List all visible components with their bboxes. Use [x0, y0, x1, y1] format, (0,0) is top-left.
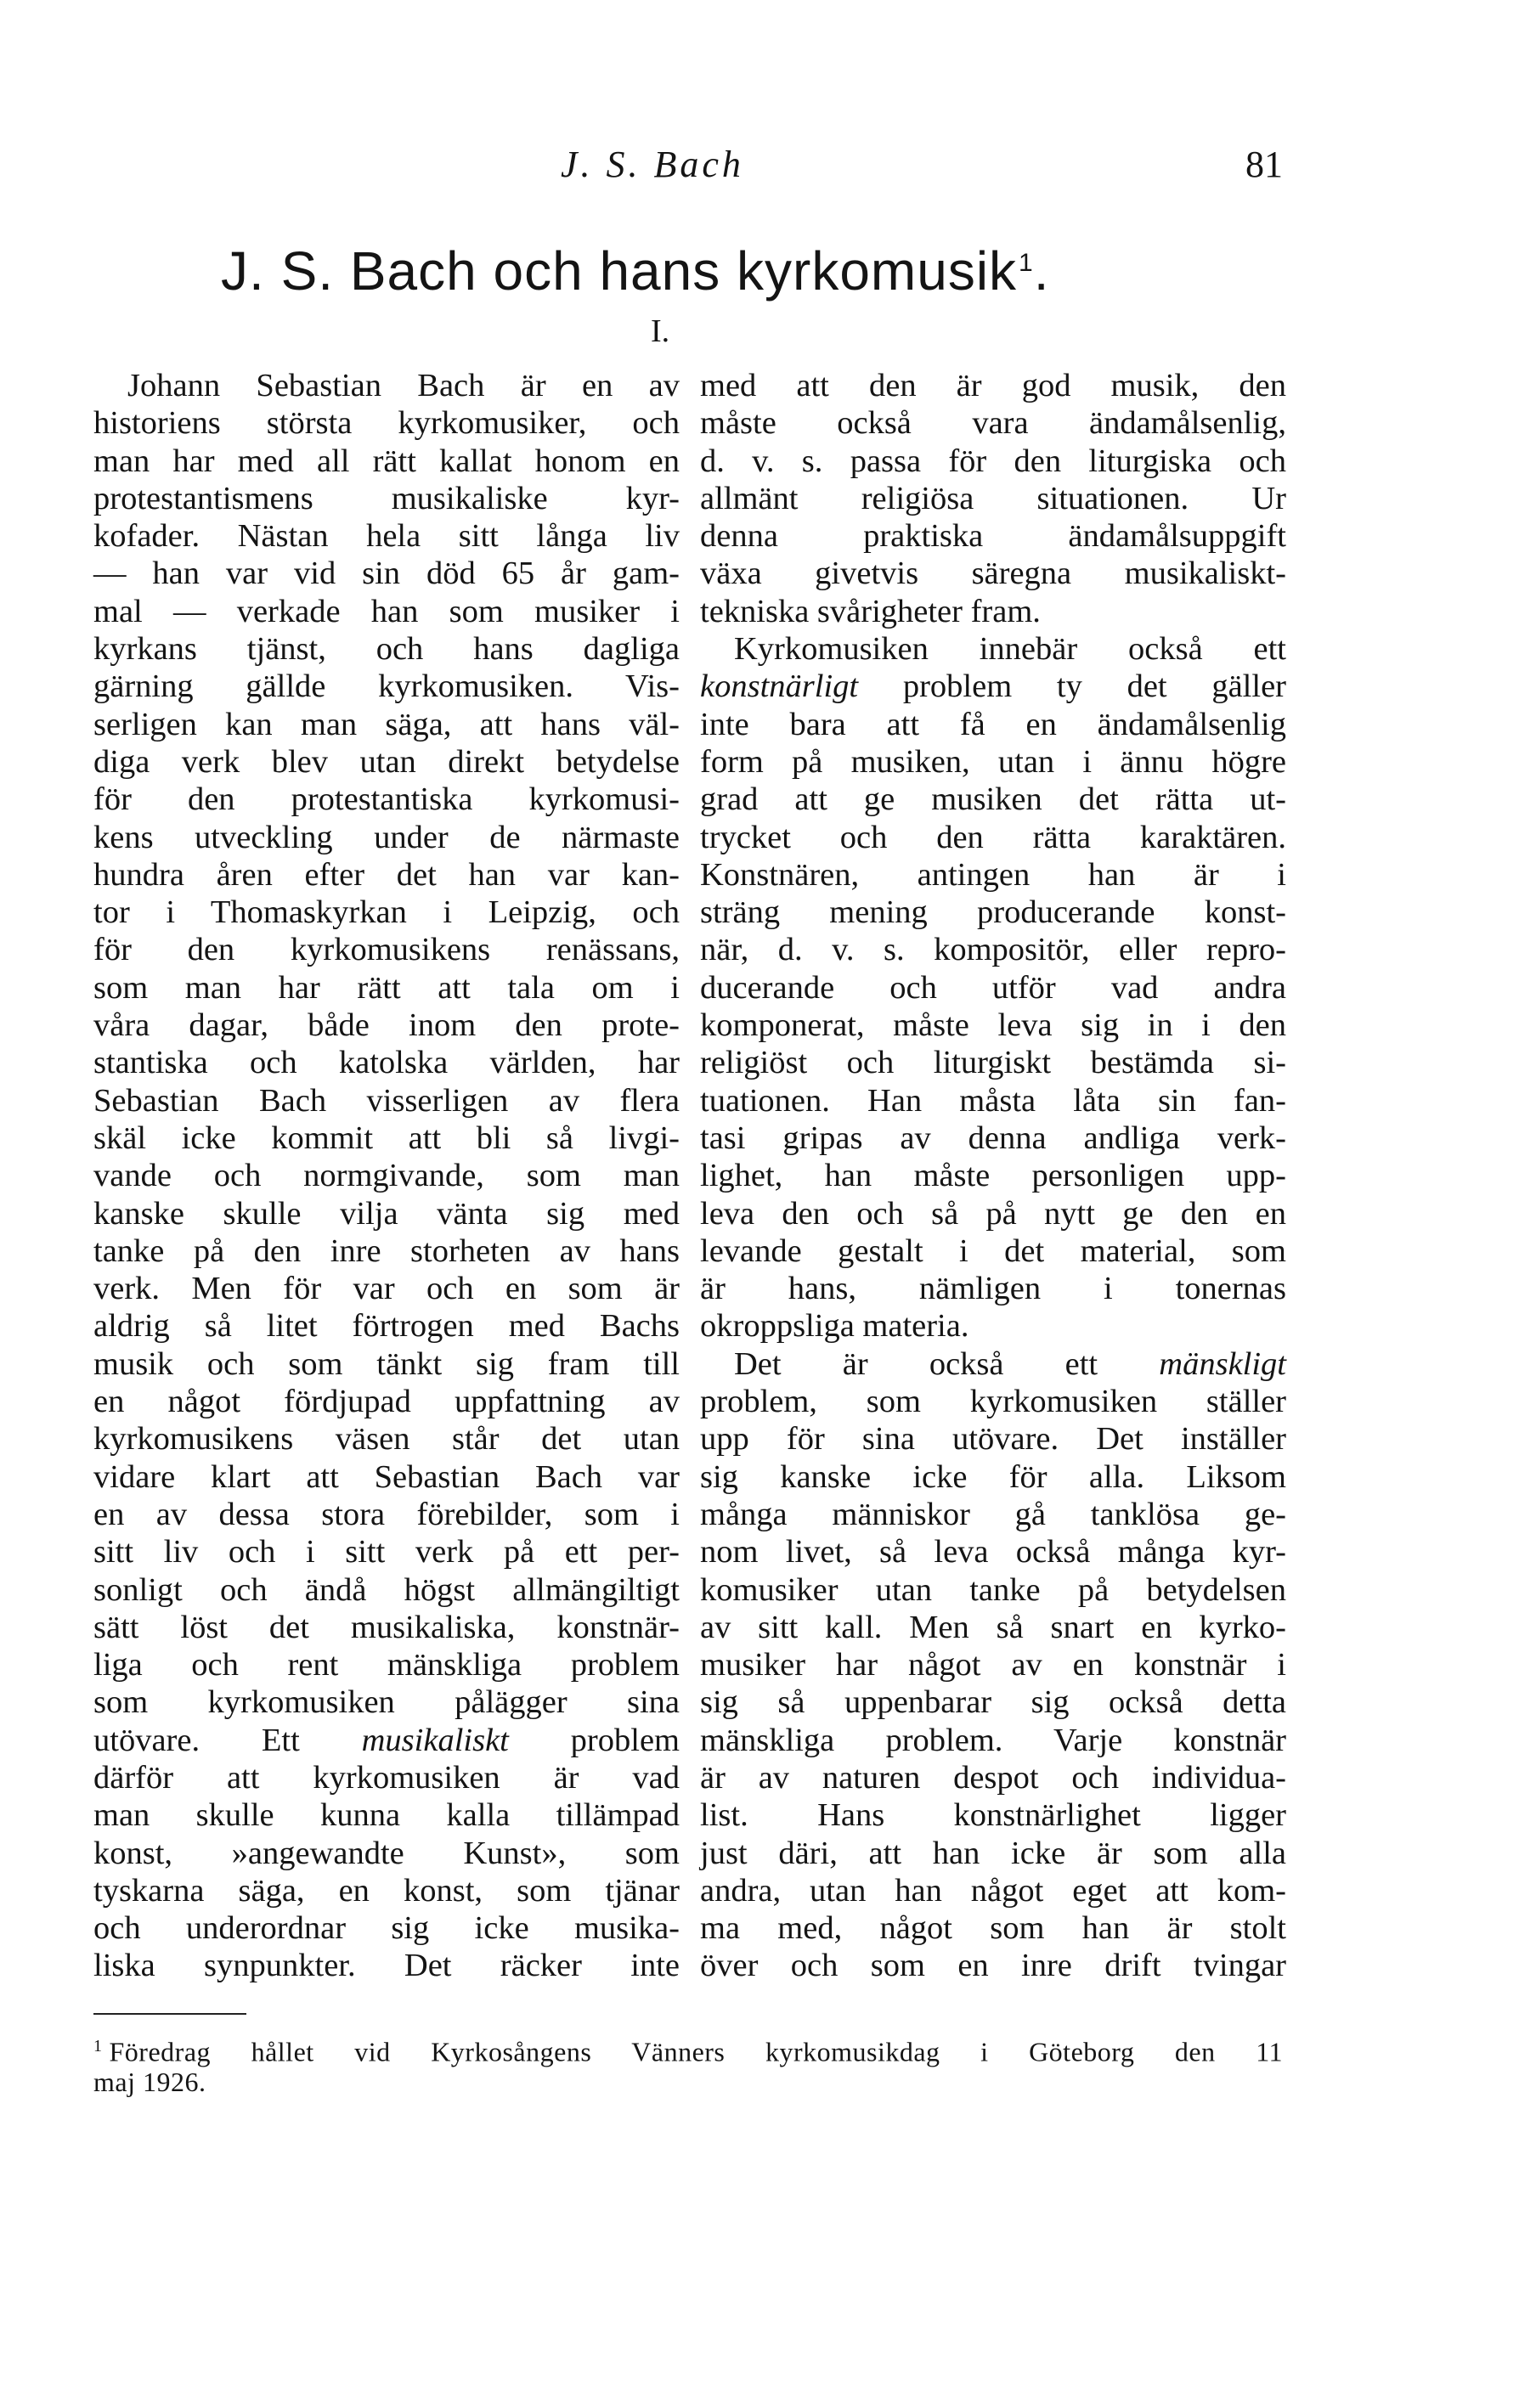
text-line: kyrkans tjänst, och hans dagliga — [93, 631, 680, 668]
text-line: musik och som tänkt sig fram till — [93, 1345, 680, 1382]
text-line: komponerat, måste leva sig in i den — [700, 1007, 1286, 1044]
section-number: I. — [651, 313, 670, 349]
text-line: protestantismens musikaliske kyr- — [93, 480, 680, 516]
text-line: stantiska och katolska världen, har — [93, 1045, 680, 1081]
text-run: Det är också ett — [734, 1345, 1160, 1382]
text-line: är hans, nämligen i tonernas — [700, 1271, 1286, 1307]
text-line: som kyrkomusiken pålägger sina — [93, 1684, 680, 1721]
text-line: mänskliga problem. Varje konstnär — [700, 1722, 1286, 1758]
running-head — [0, 143, 1519, 194]
text-line — [700, 1345, 1286, 1383]
text-line: man har med all rätt kallat honom en — [93, 443, 680, 479]
text-line: denna praktiska ändamålsuppgift — [700, 518, 1286, 555]
text-line: måste också vara ändamålsenlig, — [700, 405, 1286, 442]
emphasis: konstnärligt — [700, 668, 859, 705]
text-line: Kyrkomusiken innebär också ett — [734, 631, 1286, 668]
footnote-marker: 1 — [93, 2037, 103, 2056]
text-line: mal — verkade han som musiker i — [93, 593, 680, 629]
text-line: över och som en inre drift tvingar — [700, 1948, 1286, 1984]
text-line: tekniska svårigheter fram. — [700, 593, 1041, 629]
text-line: för den protestantiska kyrkomusi- — [93, 781, 680, 818]
text-line: Konstnären, antingen han är i — [700, 856, 1286, 893]
text-line: diga verk blev utan direkt betydelse — [93, 743, 680, 780]
text-line: just däri, att han icke är som alla — [700, 1835, 1286, 1871]
text-line: komusiker utan tanke på betydelsen — [700, 1571, 1286, 1608]
text-line: man skulle kunna kalla tillämpad — [93, 1797, 680, 1834]
text-line: skäl icke kommit att bli så livgi- — [93, 1119, 680, 1156]
text-line: liga och rent mänskliga problem — [93, 1647, 680, 1683]
text-line: när, d. v. s. kompositör, eller repro- — [700, 932, 1286, 968]
text-line: tor i Thomaskyrkan i Leipzig, och — [93, 894, 680, 931]
text-line: sätt löst det musikaliska, konstnär- — [93, 1609, 680, 1645]
text-line: och underordnar sig icke musika- — [93, 1910, 680, 1947]
text-line: för den kyrkomusikens renässans, — [93, 932, 680, 968]
text-line: kyrkomusikens väsen står det utan — [93, 1421, 680, 1458]
text-line: vidare klart att Sebastian Bach var — [93, 1458, 680, 1495]
text-line: ducerande och utför vad andra — [700, 969, 1286, 1006]
text-line: konst, »angewandte Kunst», som — [93, 1835, 680, 1871]
text-line: list. Hans konstnärlighet ligger — [700, 1797, 1286, 1834]
text-line: sitt liv och i sitt verk på ett per- — [93, 1534, 680, 1571]
left-column — [93, 367, 680, 1985]
text-line: lighet, han måste personligen upp- — [700, 1158, 1286, 1194]
text-line: nom livet, så leva också många kyr- — [700, 1534, 1286, 1571]
text-line: våra dagar, både inom den prote- — [93, 1007, 680, 1044]
text-line: är av naturen despot och individua- — [700, 1759, 1286, 1796]
text-line — [93, 1722, 680, 1759]
text-line: sonligt och ändå högst allmängiltigt — [93, 1571, 680, 1608]
text-run: problem ty det gäller — [858, 668, 1286, 705]
text-line: trycket och den rätta karaktären. — [700, 819, 1286, 855]
running-title: J. S. Bach — [561, 144, 744, 185]
emphasis: musikaliskt — [361, 1722, 509, 1758]
text-line — [700, 668, 1286, 705]
text-line: sig så uppenbarar sig också detta — [700, 1684, 1286, 1721]
text-line: ma med, något som han är stolt — [700, 1910, 1286, 1947]
text-line: tasi gripas av denna andliga verk- — [700, 1119, 1286, 1156]
text-line: av sitt kall. Men så snart en kyrko- — [700, 1609, 1286, 1645]
text-line: kanske skulle vilja vänta sig med — [93, 1195, 680, 1232]
text-line: okroppsliga materia. — [700, 1308, 969, 1345]
article-title — [221, 240, 1050, 302]
text-line: — han var vid sin död 65 år gam- — [93, 555, 680, 592]
text-line: tyskarna säga, en konst, som tjänar — [93, 1872, 680, 1909]
text-line: en av dessa stora förebilder, som i — [93, 1496, 680, 1532]
text-line: en något fördjupad uppfattning av — [93, 1384, 680, 1420]
text-line: kens utveckling under de närmaste — [93, 819, 680, 855]
footnote-line: maj 1926. — [93, 2067, 206, 2097]
text-line: med att den är god musik, den — [700, 368, 1286, 403]
footnote-text: Föredrag hållet vid Kyrkosångens Vänners kyrkomusikdag i Göteborg den 11 — [109, 2036, 1283, 2067]
text-line: växa givetvis säregna musikaliskt- — [700, 555, 1286, 592]
text-line: aldrig så litet förtrogen med Bachs — [93, 1308, 680, 1345]
text-line: gärning gällde kyrkomusiken. Vis- — [93, 668, 680, 705]
text-line: många människor gå tanklösa ge- — [700, 1496, 1286, 1532]
text-line: Sebastian Bach visserligen av flera — [93, 1082, 680, 1119]
text-line: därför att kyrkomusiken är vad — [93, 1759, 680, 1796]
footnote — [93, 2028, 1283, 2100]
text-line: leva den och så på nytt ge den en — [700, 1195, 1286, 1232]
text-line: historiens största kyrkomusiker, och — [93, 405, 680, 442]
text-line: andra, utan han något eget att kom- — [700, 1872, 1286, 1909]
text-line: levande gestalt i det material, som — [700, 1232, 1286, 1269]
text-line: musiker har något av en konstnär i — [700, 1647, 1286, 1683]
text-line: allmänt religiösa situationen. Ur — [700, 480, 1286, 516]
text-line: problem, som kyrkomusiken ställer — [700, 1384, 1286, 1420]
article-title-period: . — [1033, 240, 1050, 302]
footnote-reference[interactable]: 1 — [1019, 248, 1034, 277]
text-line: upp för sina utövare. Det inställer — [700, 1421, 1286, 1458]
text-line: serligen kan man säga, att hans väl- — [93, 706, 680, 742]
article-title-text: J. S. Bach och hans kyrkomusik — [221, 240, 1018, 302]
text-line: vande och normgivande, som man — [93, 1158, 680, 1194]
text-line: verk. Men för var och en som är — [93, 1271, 680, 1307]
text-line: som man har rätt att tala om i — [93, 969, 680, 1006]
text-run: problem — [508, 1722, 680, 1758]
text-line: sträng mening producerande konst- — [700, 894, 1286, 931]
footnote-divider — [93, 2013, 246, 2015]
text-line: inte bara att få en ändamålsenlig — [700, 706, 1286, 742]
page-number: 81 — [1245, 144, 1283, 185]
text-run: utövare. Ett — [93, 1722, 362, 1758]
text-line: form på musiken, utan i ännu högre — [700, 743, 1286, 780]
text-line: hundra åren efter det han var kan- — [93, 856, 680, 893]
right-column — [700, 367, 1286, 1985]
emphasis: mänskligt — [1159, 1345, 1286, 1382]
text-line: tuationen. Han måsta låta sin fan- — [700, 1082, 1286, 1119]
text-line: sig kanske icke för alla. Liksom — [700, 1458, 1286, 1495]
text-line: Johann Sebastian Bach är en av — [127, 368, 680, 403]
text-line: tanke på den inre storheten av hans — [93, 1232, 680, 1269]
footnote-line — [93, 2028, 1283, 2067]
text-line: kofader. Nästan hela sitt långa liv — [93, 518, 680, 555]
text-line: liska synpunkter. Det räcker inte — [93, 1948, 680, 1984]
text-line: religiöst och liturgiskt bestämda si- — [700, 1045, 1286, 1081]
text-line: d. v. s. passa för den liturgiska och — [700, 443, 1286, 479]
text-line: grad att ge musiken det rätta ut- — [700, 781, 1286, 818]
